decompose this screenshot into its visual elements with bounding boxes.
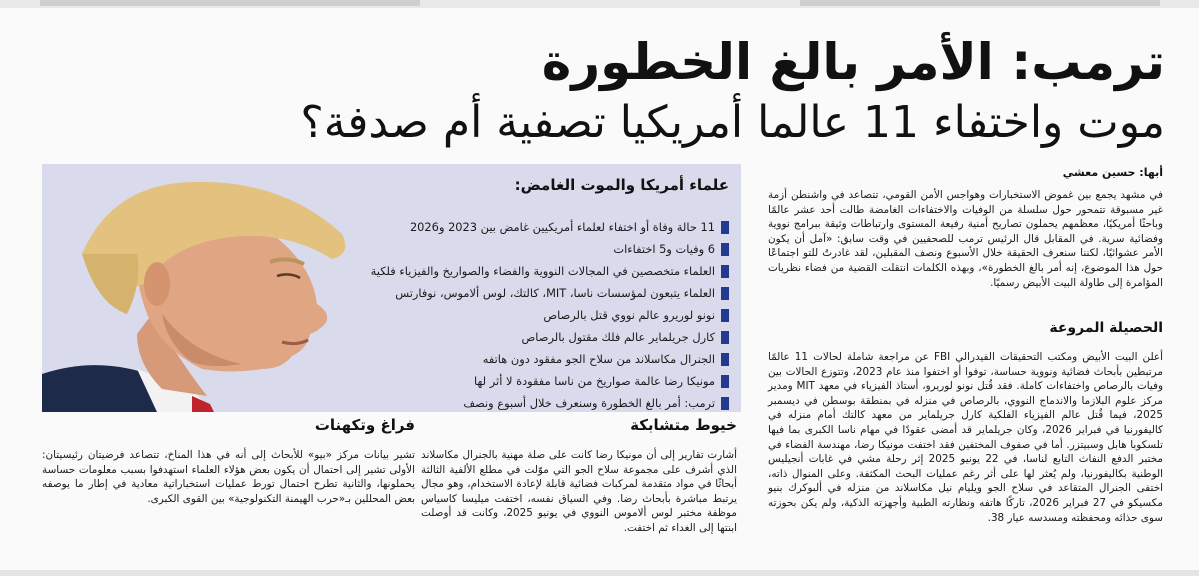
section-body-toll: أعلن البيت الأبيض ومكتب التحقيقات الفيدرالي FBI عن مراجعة شاملة لحالات 11 عالمًا مرتبطين بأبحاث فضائية ونووية حساسة، توفوا أو اختفوا منذ عام 2023، وتتوزع الحالات بين وفيات بالرصاص واختفاءات كاملة. فقد قُتل نونو لوريرو، أستاذ الفيزياء في معهد MIT ومدير مركز علوم البلازما والاندماج النووي، بالرصاص في منزله في بمنطقة بوسطن في ديسمبر 2025، فيما قُتل عالم الفيزياء الفلكية كارل جريلماير من معهد كالتك أمام منزله في كاليفورنيا في فبراير 2026، وكان جريلماير قد أمضى عقودًا في مهام ناسا الكبرى بما فيها تلسكوبا هابل وسبيتزر. أما في صفوف المختفين فقد اختفت مونيكا رضا، مهندسة الفضاء في مختبر الدفع النفاث التابع لناسا، في 22 يونيو 2025 إثر رحلة مشي في غابات أنجيليس الوطنية بكاليفورنيا، ولم يُعثر لها على أثر رغم عمليات البحث المكثفة. وعلى المنوال ذاته، اختفى الجنرال المتقاعد في سلاح الجو ويليام نيل مكاسلاند من منزله في ألبوكرك بنيو مكسيكو في 27 فبراير 2026، تاركًا هاتفه ونظارته الطبية وأجهزته الذكية، ولم يكن بحوزته سوى حذائه ومحفظته ومسدسه عيار 38. [768,351,1164,524]
bullet-square-icon [721,353,729,366]
bullet-square-icon [721,309,729,322]
trump-portrait-image [42,164,372,412]
panel-title: علماء أمريكا والموت الغامض: [514,176,729,194]
bullet-square-icon [721,375,729,388]
bullet-square-icon [721,287,729,300]
section-body-speculation: تشير بيانات مركز «بيو» للأبحاث إلى أنه في هذا المناخ، تتصاعد فرضيتان رئيسيتان: الأولى تشير إلى احتمال أن يكون بعض هؤلاء العلماء استهدفوا بسبب معلومات حساسة يحملونها، والثانية تطرح احتمال تورط عمليات استخباراتية معادية في إطار ما يوصفه بعض المحللين بـ«حرب الهيمنة التكنولوجية» بين القوى الكبرى. [42,449,415,505]
headline: ترمب: الأمر بالغ الخطورة [541,33,1165,91]
bullet-square-icon [721,265,729,278]
panel-bullet-list [371,216,729,412]
next-page-strip [0,570,1199,576]
panel-bullet: العلماء متخصصين في المجالات النووية والفضاء والصواريخ والفيزياء فلكية [371,260,729,282]
panel-bullet: الجنرال مكاسلاند من سلاح الجو مفقود دون هاتفه [371,348,729,370]
intro-paragraph: في مشهد يجمع بين غموض الاستخبارات وهواجس الأمن القومي، تتصاعد في واشنطن أزمة غير مسبوقة تتمحور حول سلسلة من الوفيات والاختفاءات الغامضة طالت أحد عشر عالمًا وباحثًا أمريكيًا، معظمهم يحملون تصاريح أمنية رفيعة المستوى وارتباطات وثيقة ببرامج نووية وفضائية سرية. في المقابل قال الرئيس ترمب للصحفيين في وقت سابق: «آمل أن يكون الأمر عشوائيًا، لكننا سنعرف الحقيقة خلال الأسبوع ونصف المقبلين، لقد غادرتُ للتو اجتماعًا حول هذا الموضوع، إنه أمر بالغ الخطورة»، وبهذه الكلمات انتقلت القضية من فضاء نظريات المؤامرة إلى طاولة البيت الأبيض رسميًا. [768,189,1163,289]
bullet-square-icon [721,397,729,410]
panel-bullet: مونيكا رضا عالمة صواريخ من ناسا مفقودة لا أثر لها [371,370,729,392]
panel-bullet: ترمب: أمر بالغ الخطورة وسنعرف خلال أسبوع ونصف [371,392,729,412]
bullet-square-icon [721,331,729,344]
panel-bullet: 11 حالة وفاة أو اختفاء لعلماء أمريكيين غامض بين 2023 و2026 [371,216,729,238]
panel-bullet: العلماء يتبعون لمؤسسات ناسا، MIT، كالتك، لوس ألاموس، نوفارتس [371,282,729,304]
section-body-threads: أشارت تقارير إلى أن مونيكا رضا كانت على صلة مهنية بالجنرال مكاسلاند الذي أشرف على مجموعة سلاح الجو التي موّلت في مطلع الألفية الثالثة أبحاثًا في مواد متقدمة لمركبات فضائية قابلة لإعادة الاستخدام، وهو مجال يرتبط مباشرة بأبحاث رضا. وفي السياق نفسه، اختفت ميليسا كاسياس موظفة مختبر لوس ألاموس النووي في يونيو 2025، وكانت قد أوصلت ابنتها إلى الغداء ثم اختفت. [421,449,737,534]
previous-page-strip [0,0,1199,8]
bullet-square-icon [721,243,729,256]
bullet-square-icon [721,221,729,234]
subheadline: موت واختفاء 11 عالما أمريكيا تصفية أم صدفة؟ [300,97,1165,148]
section-heading-speculation: فراغ وتكهنات [314,416,415,434]
section-heading-toll: الحصيلة المروعة [1049,320,1163,336]
section-heading-threads: خيوط متشابكة [630,416,737,434]
panel-bullet: 6 وفيات و5 اختفاءات [371,238,729,260]
panel-bullet: نونو لوريرو عالم نووي قتل بالرصاص [371,304,729,326]
author-byline: أبها: حسين معشي [1062,166,1163,179]
sidebar-panel [42,164,741,412]
panel-bullet: كارل جريلماير عالم فلك مقتول بالرصاص [371,326,729,348]
